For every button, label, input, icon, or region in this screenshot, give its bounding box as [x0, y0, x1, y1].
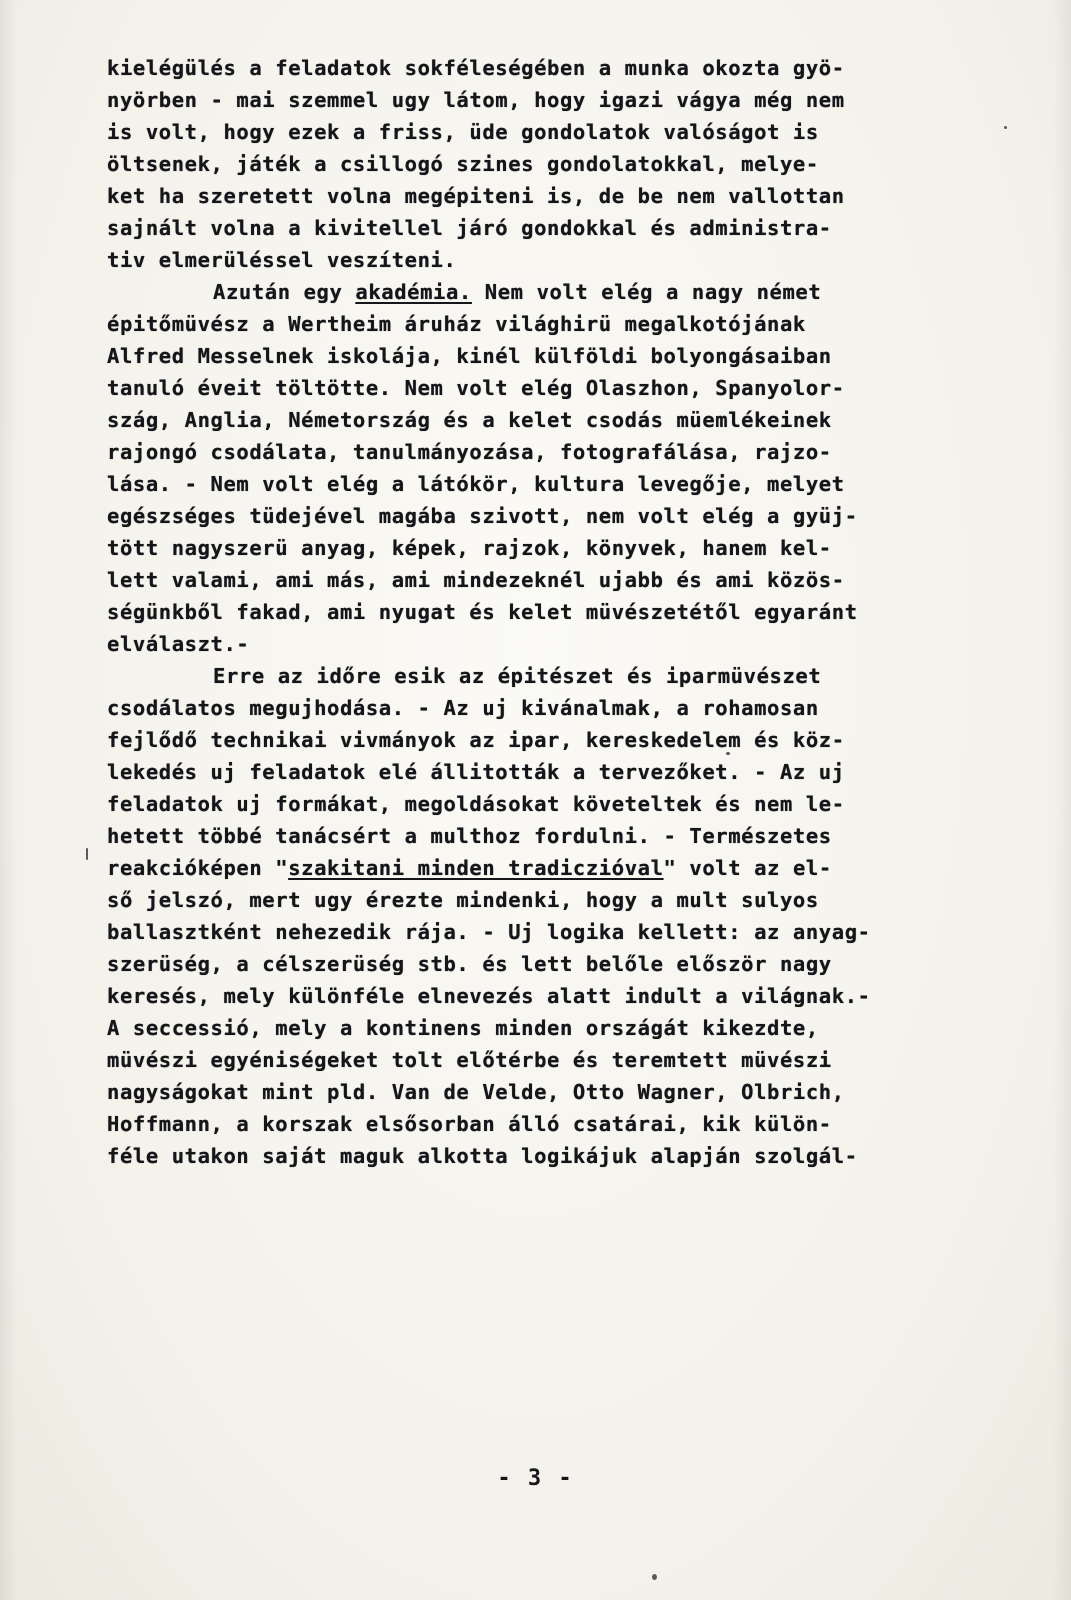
text-line: féle utakon saját maguk alkotta logikájuk alapján szolgál-	[107, 1144, 858, 1168]
paper-speck	[652, 1574, 657, 1580]
left-edge-shadow	[0, 0, 18, 1600]
text-line: Alfred Messelnek iskolája, kinél külföldi bolyongásaiban	[107, 344, 832, 368]
text-line: egészséges tüdejével magába szivott, nem volt elég a gyüj-	[107, 504, 858, 528]
right-edge-shadow	[1053, 0, 1071, 1600]
text-line: A seccessió, mely a kontinens minden országát kikezdte,	[107, 1016, 819, 1040]
text-segment: " volt az el-	[663, 856, 832, 880]
text-line: sajnált volna a kivitellel járó gondokkal és administra-	[107, 216, 832, 240]
text-line: keresés, mely különféle elnevezés alatt indult a világnak.-	[107, 984, 871, 1008]
paper-speck	[1004, 126, 1007, 129]
text-line: öltsenek, játék a csillogó szines gondolatokkal, melye-	[107, 152, 819, 176]
text-line: szág, Anglia, Németország és a kelet csodás müemlékeinek	[107, 408, 832, 432]
text-line: épitőmüvész a Wertheim áruház világhirü megalkotójának	[107, 312, 806, 336]
paper-speck	[86, 848, 88, 860]
text-line: tiv elmerüléssel veszíteni.	[107, 248, 457, 272]
text-line: müvészi egyéniségeket tolt előtérbe és teremtett müvészi	[107, 1048, 832, 1072]
text-line: Erre az időre esik az épitészet és iparmüvészet	[213, 664, 822, 688]
text-line: nagyságokat mint pld. Van de Velde, Otto Wagner, Olbrich,	[107, 1080, 845, 1104]
text-line: szerüség, a célszerüség stb. és lett belőle először nagy	[107, 952, 832, 976]
text-line: nyörben - mai szemmel ugy látom, hogy igazi vágya még nem	[107, 88, 845, 112]
text-line	[107, 276, 991, 308]
text-line: ket ha szeretett volna megépiteni is, de be nem vallottan	[107, 184, 845, 208]
text-segment: reakcióképen "	[107, 856, 289, 880]
text-line: Hoffmann, a korszak elsősorban álló csatárai, kik külön-	[107, 1112, 832, 1136]
text-line: tött nagyszerü anyag, képek, rajzok, könyvek, hanem kel-	[107, 536, 832, 560]
body-text	[107, 52, 991, 1172]
text-line: elválaszt.-	[107, 632, 250, 656]
underlined-text: szakitani minden tradiczióval	[288, 856, 664, 880]
text-line: fejlődő technikai vivmányok az ipar, kereskedelem és köz-	[107, 728, 845, 752]
text-line: feladatok uj formákat, megoldásokat követeltek és nem le-	[107, 792, 845, 816]
text-line	[107, 852, 991, 884]
text-line: csodálatos megujhodása. - Az uj kivánalmak, a rohamosan	[107, 696, 819, 720]
text-line: ségünkből fakad, ami nyugat és kelet müvészetétől egyaránt	[107, 600, 858, 624]
underlined-text: akadémia.	[355, 280, 472, 304]
page-number: - 3 -	[497, 1466, 574, 1491]
text-line: lása. - Nem volt elég a látókör, kultura levegője, melyet	[107, 472, 845, 496]
text-line: ső jelszó, mert ugy érezte mindenki, hogy a mult sulyos	[107, 888, 819, 912]
text-line: rajongó csodálata, tanulmányozása, fotografálása, rajzo-	[107, 440, 832, 464]
text-line: lett valami, ami más, ami mindezeknél ujabb és ami közös-	[107, 568, 845, 592]
text-line: hetett többé tanácsért a multhoz fordulni. - Természetes	[107, 824, 832, 848]
text-segment: Azután egy	[213, 280, 356, 304]
text-line: ballasztként nehezedik rája. - Uj logika kellett: az anyag-	[107, 920, 871, 944]
text-line: kielégülés a feladatok sokféleségében a munka okozta gyö-	[107, 56, 845, 80]
paper-speck	[726, 752, 730, 755]
text-line: is volt, hogy ezek a friss, üde gondolatok valóságot is	[107, 120, 819, 144]
text-segment: Nem volt elég a nagy német	[471, 280, 822, 304]
text-line: lekedés uj feladatok elé állitották a tervezőket. - Az uj	[107, 760, 845, 784]
text-line: tanuló éveit töltötte. Nem volt elég Olaszhon, Spanyolor-	[107, 376, 845, 400]
